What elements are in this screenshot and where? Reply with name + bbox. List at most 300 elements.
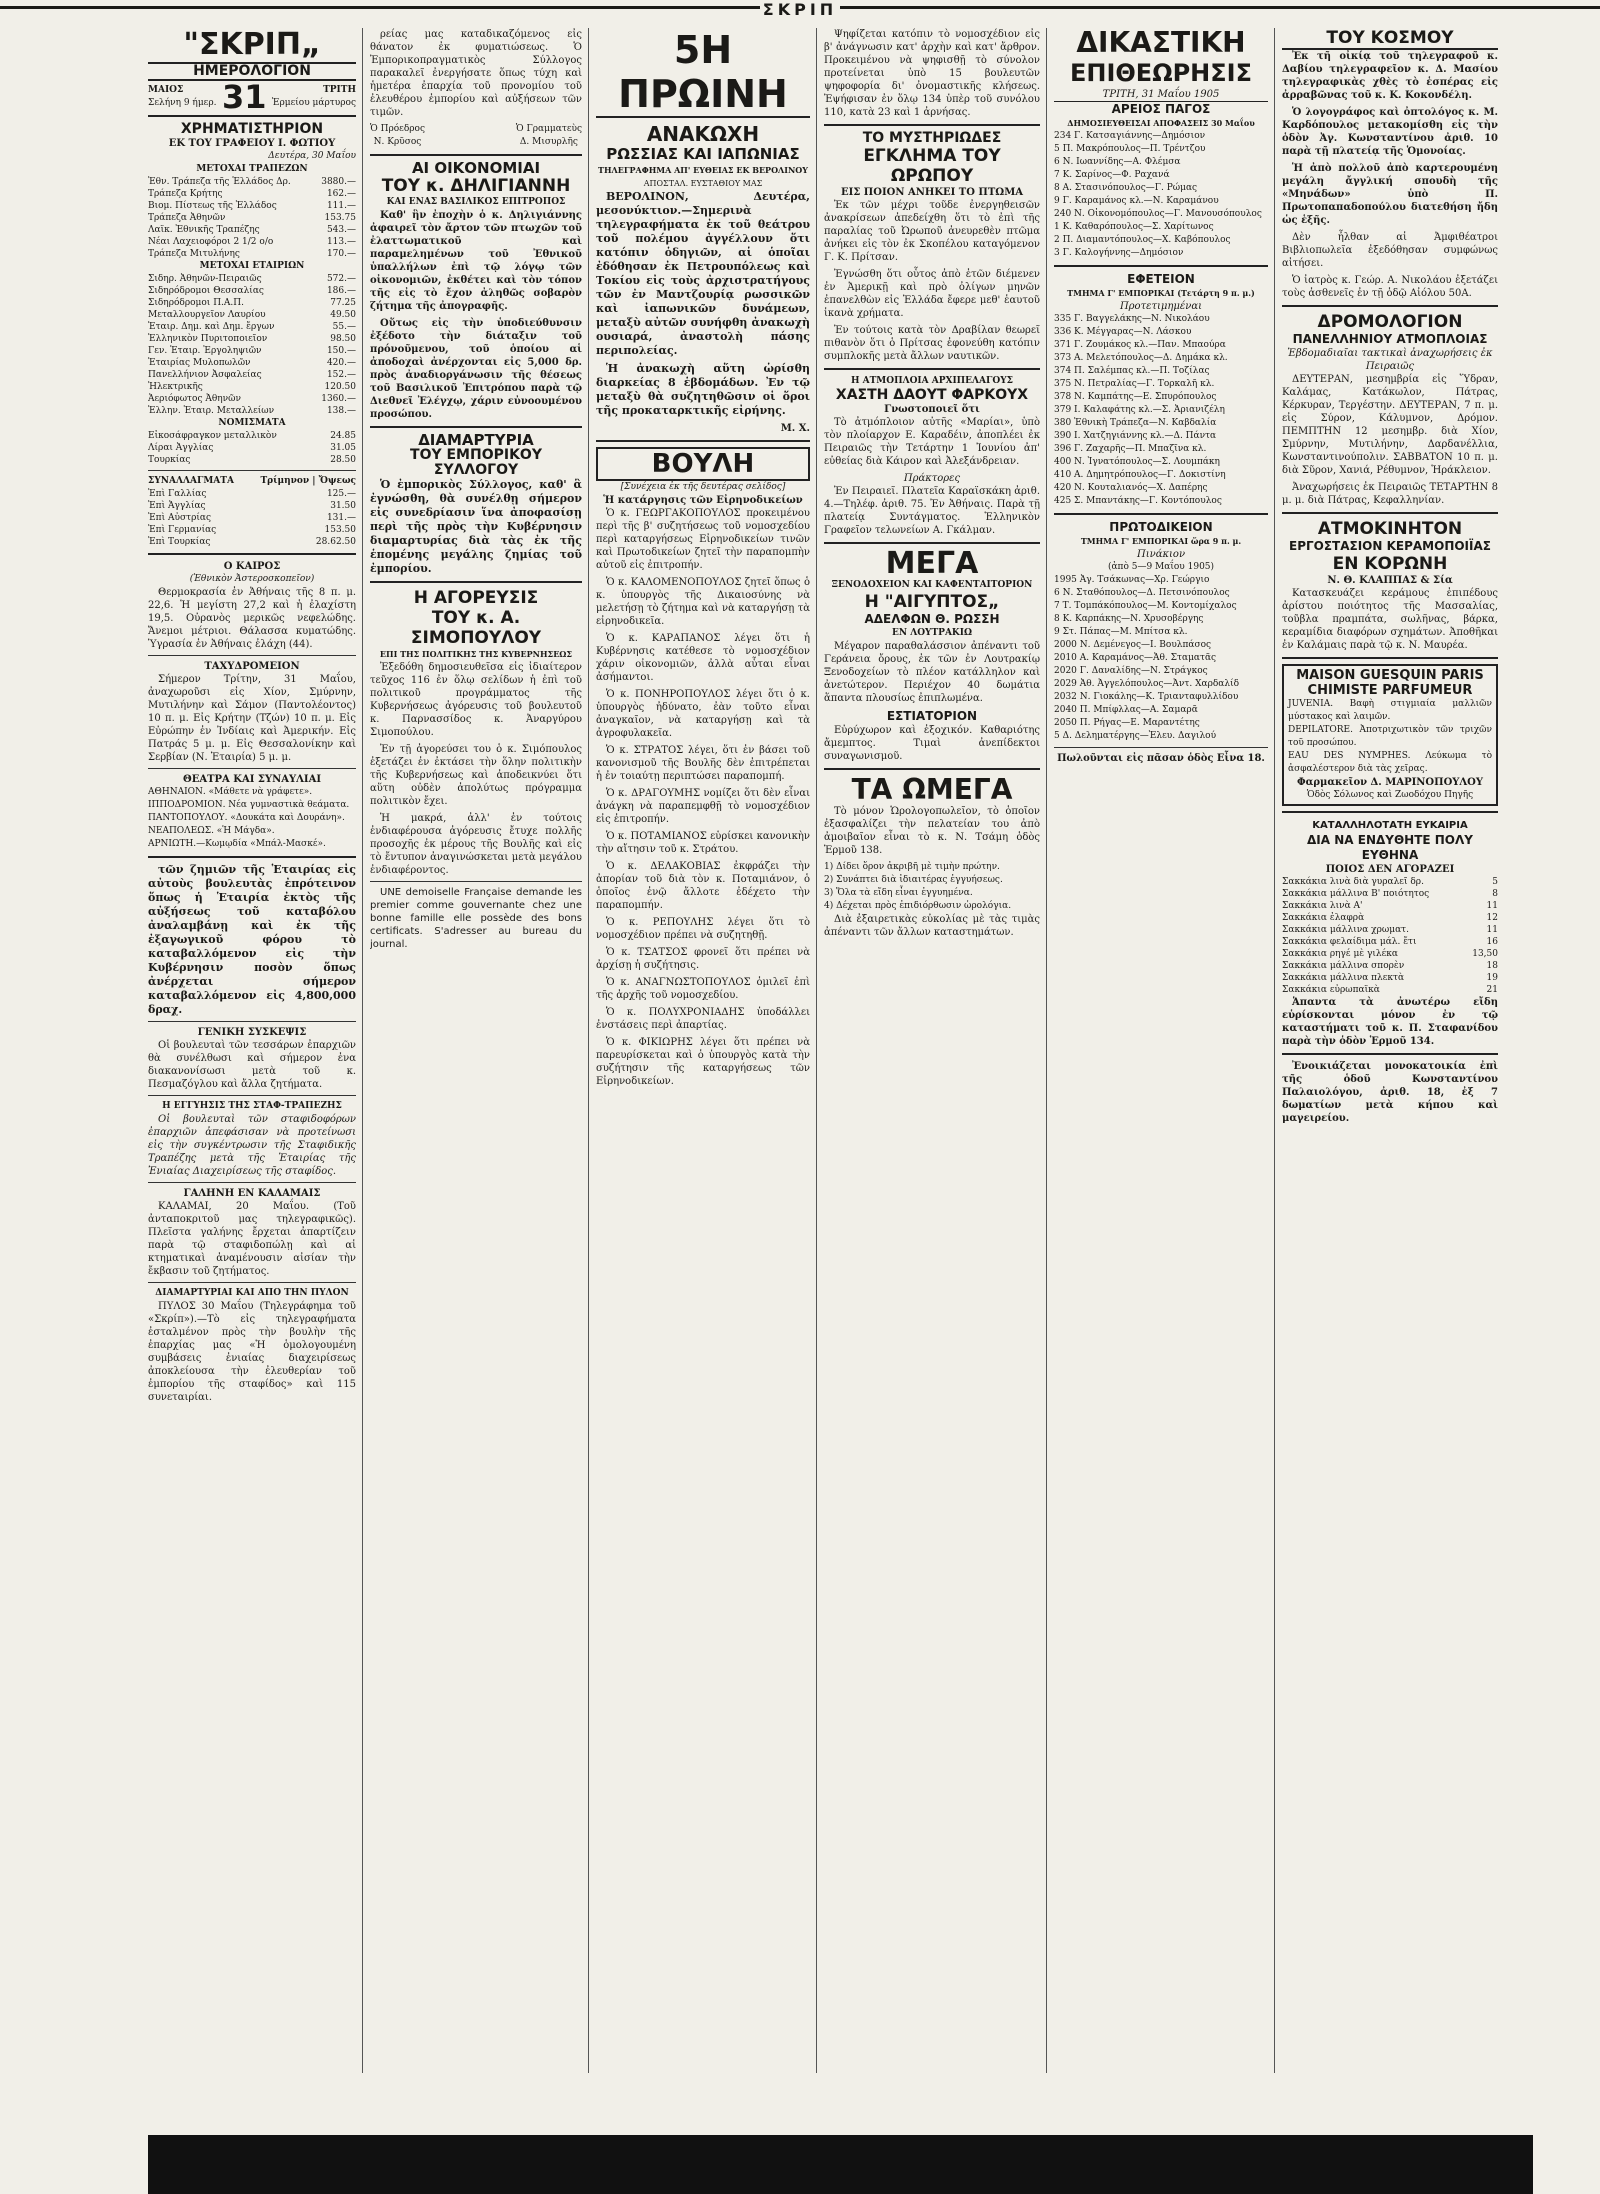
company-row-value: 77.25	[330, 298, 356, 308]
mystery-para-1: Ἐκ τῶν μέχρι τοῦδε ἐνεργηθεισῶν ἀνακρίσεων ἀπεδείχθη ὅτι τὸ ἐπὶ τῆς παραλίας τοῦ Ὠρωποῦ ἀνευρεθὲν πτῶμα ἀνήκει εἰς τὸν ἐκ Σκοπέλου καταγόμενον Γ. Κ. Πρίτσαν.	[824, 200, 1040, 263]
column-divider	[1274, 28, 1275, 2073]
stafi-text: Οἱ βουλευταὶ τῶν σταφιδοφόρων ἐπαρχιῶν ἀπεφάσισαν νὰ προτείνωσι εἰς τὴν συγκέντρωσιν τῆς Σταφιδικῆς Τραπέζης μετὰ τῆς Ἑταιρίας τῆς Ἐνιαίας Διαχειρίσεως τῆς σταφίδος.	[148, 1114, 356, 1177]
maison-title: MAISON GUESQUIN PARIS	[1296, 668, 1484, 683]
shop-title-2: ΔΙΑ ΝΑ ΕΝΔΥΘΗΤΕ ΠΟΛΥ ΕΥΘΗΝΑ	[1307, 833, 1473, 862]
secretary-title: Ὁ Γραμματεὺς	[515, 124, 582, 134]
omega-point: 3) Ὅλα τὰ εἴδη εἶναι ἐγγυημένα.	[824, 888, 973, 898]
shop-row-value: 5	[1492, 877, 1498, 887]
boule-paragraph: Ὁ κ. ΑΝΑΓΝΩΣΤΟΠΟΥΛΟΣ ὁμιλεῖ ἐπὶ τῆς ἀρχῆς τοῦ νομοσχεδίου.	[596, 977, 810, 1001]
shop-row	[1282, 924, 1498, 936]
ad-hotel-title: ΜΕΓΑ	[885, 546, 979, 581]
proto-row: 6 Ν. Σταθόπουλος—Δ. Πετσινόπουλος	[1054, 588, 1230, 598]
bank-row-label: Βιομ. Πίστεως τῆς Ἑλλάδος	[148, 201, 277, 211]
court-title: ΔΙΚΑΣΤΙΚΗ	[1076, 28, 1246, 59]
issue-title: 5Η ΠΡΩΙΝΗ	[596, 28, 810, 118]
route-title: ΔΡΟΜΟΛΟΓΙΟΝ	[1317, 312, 1463, 332]
shop-row-value: 19	[1486, 973, 1498, 983]
factory-title: ΑΤΜΟΚΙΝΗΤΟΝ	[1317, 519, 1463, 539]
efeteion-row: 420 Ν. Κουταλιανός—Χ. Δαπέρης	[1054, 483, 1208, 493]
speech-title: Η ΑΓΟΡΕΥΣΙΣ	[413, 588, 539, 608]
paper-name: "ΣΚΡΙΠ„	[183, 28, 321, 62]
scan-bottom-band	[148, 2135, 1533, 2194]
society-para-1: Ἐκ τῆ οἰκίᾳ τοῦ τηλεγραφοῦ κ. Δαβίου τηλεγραφεῖον κ. Δ. Μασίου τηλεγραφικὰς χθὲς τὸ ἑσπέρας εἰς ἀρραβῶνας τοῦ κ. Κ. Κοκονδέλη.	[1282, 51, 1498, 101]
proto-row: 5 Δ. Δεληματέργης—Ἐλευ. Δαγιλού	[1054, 731, 1217, 741]
boule-paragraph: Ὁ κ. ΡΕΠΟΥΛΗΣ λέγει ὅτι τὸ νομοσχέδιον πρέπει νὰ συζητηθῇ.	[596, 917, 810, 941]
proto-title: ΠΡΩΤΟΔΙΚΕΙΟΝ	[1109, 520, 1213, 534]
galini-text: ΚΑΛΑΜΑΙ, 20 Μαΐου. (Τοῦ ἀνταποκριτοῦ μας τηλεγραφικῶς). Πλεῖστα γαλήνης ἔρχεται ἀπαρτίζειν παρὰ τῷ σταφιδοπώλῃ καὶ αἱ κτηματικαὶ ἀναμένουσιν αἰσίαν τὴν ἔκβασιν τοῦ ζητήματος.	[148, 1201, 356, 1277]
efeteion-list	[1054, 313, 1268, 508]
shop-row-label: Σακκάκια μάλλινα χρωματ.	[1282, 925, 1409, 935]
weather-subtitle: (Ἐθνικὸν Ἀστεροσκοπεῖον)	[189, 574, 315, 584]
post-text: Σήμερον Τρίτην, 31 Μαΐου, ἀναχωροῦσι εἰς Χίον, Σμύρνην, Μυτιλήνην καὶ Σάμον (Παντολέοντος) 10 π. μ. Εἰς Κρήτην (Τζών) 10 π. μ. Εἰς Εὐρώπην ἐν Ἰνδίαις καὶ Ἀμερικήν. Εἰς Πατράς 5 μ. μ. Εἰς Θεσσαλονίκην καὶ Σερβίαν (Ν. Ἑταιρία) 5 μ. μ.	[148, 674, 356, 763]
ad-shipping-text: Τὸ ἀτμόπλοιον αὐτῆς «Μαρίαι», ὑπὸ τὸν πλοίαρχον Ε. Καραδέιν, ἀποπλέει ἐκ Πειραιῶς τὴν Τετάρτην 1 Ἰουνίου ἀπ' εὐθείας διὰ Κάιρον καὶ Ἀλεξάνδρειαν.	[824, 417, 1040, 467]
companies-title: ΜΕΤΟΧΑΙ ΕΤΑΙΡΙΩΝ	[199, 261, 305, 271]
efeteion-row: 374 Π. Σαλέμπας κλ.—Π. Τοζίλας	[1054, 366, 1210, 376]
areios-row: 2 Π. Διαμαντόπουλος—Χ. Καβόπουλος	[1054, 235, 1231, 245]
rate-row-label: Ἐπὶ Τουρκίας	[148, 537, 211, 547]
coin-row	[148, 454, 356, 466]
efeteion-row: 410 Α. Δημητρόπουλος—Γ. Δοκιστίνη	[1054, 470, 1226, 480]
ad-omega-title: ΤΑ ΩΜΕΓΑ	[851, 773, 1013, 806]
bank-row-value: 543.—	[326, 225, 356, 235]
shop-row	[1282, 948, 1498, 960]
shop-row-value: 18	[1486, 961, 1498, 971]
announce-signature: Μ. Χ.	[780, 423, 810, 434]
protest-text: Ὁ ἐμπορικὸς Σύλλογος, καθ' ἃ ἐγνώσθη, θὰ συνέλθῃ σήμερον εἰς συνεδρίασιν ἵνα ἀποφασίσῃ περὶ τῆς πρὸς τὴν Κυβέρνησιν διαμαρτυρίας διὰ τὰς ἐκ τῆς ἑπομένης μεγάλης ζημίας τοῦ ἐμπορίου.	[370, 478, 582, 575]
areios-row: 1 Κ. Καθαρόπουλος—Σ. Χαρίτωνος	[1054, 222, 1214, 232]
ad-hotel-owner: ΑΔΕΛΦΩΝ Θ. ΡΩΣΣΗ	[864, 612, 1000, 626]
month: ΜΑΙΟΣ	[148, 85, 184, 95]
company-row	[148, 381, 356, 393]
proto-row: 2040 Π. Μπίφλλας—Α. Σαμαρᾶ	[1054, 705, 1198, 715]
rate-row-label: Ἐπὶ Γαλλίας	[148, 489, 207, 499]
shop-title: ΚΑΤΑΛΛΗΛΟΤΑΤΗ ΕΥΚΑΙΡΙΑ	[1312, 820, 1468, 831]
theatre-title: ΘΕΑΤΡΑ ΚΑΙ ΣΥΝΑΥΛΙΑΙ	[182, 774, 322, 785]
proto-row: 9 Στ. Πάπας—Μ. Μπίτσα κλ.	[1054, 627, 1188, 637]
theatre-item: ΝΕΑΠΟΛΕΩΣ. «Ἡ Μάγδα».	[148, 826, 275, 836]
company-row	[148, 345, 356, 357]
court-title-2: ΕΠΙΘΕΩΡΗΣΙΣ	[1069, 59, 1252, 87]
general-title: ΓΕΝΙΚΗ ΣΥΣΚΕΨΙΣ	[197, 1027, 307, 1038]
maison-title-2: CHIMISTE PARFUMEUR	[1307, 683, 1473, 698]
ad-hotel-text: Μέγαρον παραθαλάσσιον ἀπέναντι τοῦ Γεράνεια ὄρους, ἐκ τῶν ἐν Λουτρακίῳ Ξενοδοχείων τὸ πλέον κατάλληλον καὶ ἀνετώτερον. Περιέχον 40 δωμάτια ἅπαντα πλουσίως ἐπιπλωμένα.	[824, 641, 1040, 704]
column-divider	[816, 28, 817, 2073]
society-para-4: Δὲν ἦλθαν αἱ Ἀμφιθέατροι Βιβλιοπωλεῖα ἐξεδόθησαν συμφώνως αἰτήσει.	[1282, 232, 1498, 269]
moon-phase: Σελήνη 9 ήμερ.	[148, 98, 217, 108]
bank-row-value: 162.—	[326, 189, 356, 199]
secretary-name: Δ. Μισυρλῆς	[519, 137, 578, 147]
factory-owner: Ν. Θ. ΚΛΑΠΠΑΣ & Σία	[1327, 575, 1453, 586]
column-4	[824, 28, 1040, 2078]
shop-foot: Ἁπαντα τὰ ἀνωτέρω εἴδη εὑρίσκονται μόνον ἐν τῷ καταστήματι τοῦ κ. Π. Σταφανίδου παρὰ τὴν ὁδὸν Ἑρμοῦ 134.	[1282, 997, 1498, 1047]
stafi-title: Η ΕΓΓΥΗΣΙΣ ΤΗΣ ΣΤΑΦ-ΤΡΑΠΕΖΗΣ	[162, 1101, 342, 1111]
signatures	[370, 123, 582, 149]
company-row-label: Σιδηρόδρομοι Θεσσαλίας	[148, 286, 264, 296]
society-para-3: Ἡ ἀπὸ πολλοῦ ἀπὸ καρτερουμένη μεγάλη ἄγγλική σπουδὴ τῆς «Μηνάδων» ὑπὸ Π. Πρωτοπαπαδοπούλου διατεθήση ἤδη ὡς ἑξῆς.	[1282, 163, 1498, 226]
bank-row	[148, 212, 356, 224]
boule-subtitle: [Συνέχεια ἐκ τῆς δευτέρας σελίδος]	[620, 482, 786, 492]
coin-row	[148, 430, 356, 442]
factory-title-3: ΕΝ ΚΟΡΩΝΗ	[1332, 554, 1448, 574]
galini-title: ΓΑΛΗΝΗ ΕΝ ΚΑΛΑΜΑΙΣ	[183, 1188, 321, 1199]
bank-row-label: Τράπεζα Μιτυλήνης	[148, 249, 240, 259]
column-divider	[1046, 28, 1047, 2073]
speech-subtitle: ΕΠΙ ΤΗΣ ΠΟΛΙΤΙΚΗΣ ΤΗΣ ΚΥΒΕΡΝΗΣΕΩΣ	[379, 649, 573, 659]
efeteion-row: 425 Σ. Μπαντάκης—Γ. Κοντόπουλος	[1054, 496, 1222, 506]
maison-agent: Φαρμακεῖον Δ. ΜΑΡΙΝΟΠΟΥΛΟΥ	[1296, 777, 1484, 788]
bank-row-label: Νέαι Λαχειοφόροι 2 1/2 ο/ο	[148, 237, 274, 247]
company-row-value: 150.—	[326, 346, 356, 356]
coin-row-value: 24.85	[330, 431, 356, 441]
efeteion-row: 379 Ι. Καλαφάτης κλ.—Σ. Ἀριανιζέλη	[1054, 405, 1225, 415]
weekday: ΤΡΙΤΗ	[323, 85, 356, 95]
company-row	[148, 393, 356, 405]
exchange-title: ΧΡΗΜΑΤΙΣΤΗΡΙΟΝ	[180, 121, 324, 137]
ad-hotel-place: ΕΝ ΛΟΥΤΡΑΚΙΩ	[892, 628, 972, 638]
coin-row-label: Εἰκοσάφραγκον μεταλλικὸν	[148, 431, 277, 441]
proto-subtitle: ΤΜΗΜΑ Γ' ΕΜΠΟΡΙΚΑΙ ὥρα 9 π. μ.	[1080, 536, 1242, 546]
company-row-value: 420.—	[326, 358, 356, 368]
shop-table	[1282, 876, 1498, 996]
shop-row	[1282, 912, 1498, 924]
ad-shipping-agents: Ἐν Πειραιεῖ. Πλατεῖα Καραϊσκάκη ἀριθ. 4.—Τηλέφ. ἀριθ. 75. Ἐν Ἀθήναις. Παρὰ τῇ πλατείᾳ Συντάγματος. Ἑλληνικὸν Γραφεῖον τελωνείων Α. Γκάλμαν.	[824, 486, 1040, 536]
pylos-title: ΔΙΑΜΑΡΤΥΡΙΑΙ ΚΑΙ ΑΠΟ ΤΗΝ ΠΥΛΟΝ	[155, 1288, 349, 1298]
shop-subtitle: ΠΟΙΟΣ ΔΕΝ ΑΓΟΡΑΖΕΙ	[1325, 864, 1455, 875]
speech-para-3: Ἡ μακρά, ἀλλ' ἐν τούτοις ἐνδιαφέρουσα ἀγόρευσις ἔτυχε πολλῆς προσοχῆς ἐκ μέρους τῆς Βουλῆς καὶ εἰς τὸ ἔντυπον ἀναγινώσκεται μετὰ μεγάλου ἐνδιαφέροντος.	[370, 813, 582, 876]
ad-shipping-agents-title: Πράκτορες	[903, 473, 961, 484]
shop-row-value: 11	[1486, 901, 1498, 911]
company-row	[148, 297, 356, 309]
company-row	[148, 405, 356, 417]
rates-table	[148, 488, 356, 548]
efeteion-title: ΕΦΕΤΕΙΟΝ	[1127, 272, 1195, 286]
speech-title-2: ΤΟΥ κ. Α. ΣΙΜΟΠΟΥΛΟΥ	[410, 608, 542, 648]
banks-table	[148, 176, 356, 260]
maison-line: DEPILATORE. Ἀποτριχωτικὸν τῶν τριχῶν τοῦ προσώπου.	[1288, 725, 1492, 748]
rate-row	[148, 512, 356, 524]
areios-row: 7 Κ. Σαρίνος—Φ. Ραχανά	[1054, 170, 1170, 180]
areios-row: 6 Ν. Ιωαννίδης—Α. Φλέμσα	[1054, 157, 1181, 167]
omega-point: 4) Δέχεται πρὸς ἐπιδιόρθωσιν ὡρολόγια.	[824, 901, 1012, 911]
boule-paragraph: Ὁ κ. ΓΕΩΡΓΑΚΟΠΟΥΛΟΣ προκειμένου περὶ τῆς β' συζητήσεως τοῦ νομοσχεδίου περὶ καταργήσεως Εἰρηνοδικείων τινῶν καὶ Πρωτοδικείων ζητεῖ τὴν παραπομπὴν αὐτοῦ εἰς ἐπιτροπήν.	[596, 508, 810, 571]
shop-row-label: Σακκάκια μάλλινα πλεκτὰ	[1282, 973, 1405, 983]
bank-row	[148, 200, 356, 212]
company-row-label: Ἀεριόφωτος Ἀθηνῶν	[148, 394, 241, 404]
day-number: 31	[221, 77, 267, 116]
company-row-value: 120.50	[324, 382, 356, 392]
company-row-label: Γεν. Ἑταιρ. Ἐργοληψιῶν	[148, 346, 262, 356]
areios-row: 240 Ν. Οἰκονομόπουλος—Γ. Μανουσόπουλος	[1054, 209, 1262, 219]
bank-row-label: Λαϊκ. Ἐθνικῆς Τραπέζης	[148, 225, 260, 235]
efeteion-row: 378 Ν. Καμπάτης—Ε. Σπυρόπουλος	[1054, 392, 1217, 402]
president-name: Ν. Κρῦσος	[373, 137, 422, 147]
route-subtitle: Ἑβδομαδιαῖαι τακτικαὶ ἀναχωρήσεις ἐκ Πειραιῶς	[1287, 348, 1493, 372]
proto-list	[1054, 574, 1268, 743]
company-row	[148, 321, 356, 333]
theatre-item: ΠΑΝΤΟΠΟΥΛΟΥ. «Δουκάτα καὶ Δουράνη».	[148, 813, 345, 823]
shop-row-label: Σακκάκια μάλλινα Β' ποιότητος	[1282, 889, 1430, 899]
company-row-value: 138.—	[326, 406, 356, 416]
mystery-para-2: Ἐγνώσθη ὅτι οὗτος ἀπὸ ἐτῶν διέμενεν ἐν Ἀμερικῇ καὶ πρὸ ὀλίγων μηνῶν ἐπανελθὼν εἰς Ἑλλάδα ἔφερε μεθ' ἑαυτοῦ ἱκανὰ χρήματα.	[824, 269, 1040, 319]
col4-top-text: Ψηφίζεται κατόπιν τὸ νομοσχέδιον εἰς β' ἀνάγνωσιν κατ' ἀρχὴν καὶ κατ' ἄρθρον. Προκειμένου νὰ ψηφισθῇ τὸ σύνολον προτείνεται ὑπὸ 15 βουλευτῶν ψηφοφορία δι' ὀνομαστικῆς κλήσεως. Ἐψήφισαν ἐν ὅλῳ 134 ὑπὲρ τοῦ συνόλου 110, κατὰ 23 καὶ 1 ἀρνήσας.	[824, 29, 1040, 118]
efeteion-row: 335 Γ. Βαγγελάκης—Ν. Νικολάου	[1054, 314, 1210, 324]
weather-title: Ο ΚΑΙΡΟΣ	[223, 561, 281, 572]
company-row-label: Ἑλληνικὸν Πυριτοποιεῖον	[148, 334, 268, 344]
ad-restaurant-text: Εὐρύχωρον καὶ ἐξοχικόν. Καθαριότης ἄμεμπτος. Τιμαὶ ἀνεπίδεκτοι συναγωνισμοῦ.	[824, 725, 1040, 762]
proto-row: 2000 Ν. Δεμένεγος—Ι. Βουλπάσος	[1054, 640, 1212, 650]
mystery-title-2: ΕΓΚΛΗΜΑ ΤΟΥ ΩΡΩΠΟΥ	[863, 146, 1001, 186]
shop-row-value: 11	[1486, 925, 1498, 935]
boule-paragraph: Ὁ κ. ΚΑΛΟΜΕΝΟΠΟΥΛΟΣ ζητεῖ ὅπως ὁ κ. ὑπουργὸς τῆς Δικαιοσύνης νὰ μελετήσῃ τὸ ζήτημα καὶ νὰ καταργήσῃ τὰ εἰρηνοδικεῖα.	[596, 577, 810, 627]
post-title: ΤΑΧΥΔΡΟΜΕΙΟΝ	[204, 661, 300, 672]
bank-row-label: Ἐθν. Τράπεζα τῆς Ἑλλάδος Δρ.	[148, 177, 291, 187]
coins-title: ΝΟΜΙΣΜΑΤΑ	[218, 418, 286, 428]
coins-table	[148, 430, 356, 466]
shop-row-value: 21	[1486, 985, 1498, 995]
company-row-value: 1360.—	[321, 394, 356, 404]
maison-lines	[1288, 698, 1492, 776]
rate-row	[148, 536, 356, 548]
column-6	[1282, 28, 1498, 2078]
proto-row: 8 Κ. Καρπάκης—Ν. Χρυσοβέργης	[1054, 614, 1204, 624]
column-3	[596, 28, 810, 2078]
boule-paragraphs	[596, 507, 810, 1088]
column-divider	[588, 28, 589, 2073]
shop-row-value: 8	[1492, 889, 1498, 899]
calendar-title: ΗΜΕΡΟΛΟΓΙΟΝ	[148, 62, 356, 81]
shop-row	[1282, 972, 1498, 984]
ad-omega-points	[824, 861, 1040, 913]
speech-para-1: Ἐξεδόθη δημοσιευθεῖσα εἰς ἰδιαίτερον τεῦχος 116 ἐν ὅλῳ σελίδων ἡ ἐπὶ τοῦ πολιτικοῦ προγράμματος τῆς Κυβερνήσεως ἀγόρευσις τοῦ βουλευτοῦ κ. Παρνασσίδος κ. Ἀναργύρου Σιμοπούλου.	[370, 662, 582, 738]
shop-row	[1282, 876, 1498, 888]
company-row-label: Ἑταιρ. Δημ. καὶ Δημ. ἔργων	[148, 322, 275, 332]
efeteion-row: 336 Κ. Μέγγαρας—Ν. Λάσκου	[1054, 327, 1192, 337]
company-row	[148, 273, 356, 285]
shop-row	[1282, 960, 1498, 972]
bank-row-value: 111.—	[326, 201, 356, 211]
coin-row-label: Τουρκίας	[148, 455, 191, 465]
econ-subtitle: ΚΑΙ ΕΝΑΣ ΒΑΣΙΛΙΚΟΣ ΕΠΙΤΡΟΠΟΣ	[386, 197, 566, 207]
efeteion-subtitle: ΤΜΗΜΑ Γ' ΕΜΠΟΡΙΚΑΙ (Τετάρτη 9 π. μ.)	[1067, 288, 1255, 298]
company-row	[148, 357, 356, 369]
maison-line: EAU DES NYMPHES. Λεύκωμα τὸ ἀσφαλέστερον διὰ τὰς χεῖρας.	[1288, 751, 1492, 774]
maison-address: Ὁδὸς Σόλωνος καὶ Ζωοδόχου Πηγῆς	[1306, 790, 1474, 800]
article-body: τῶν ζημιῶν τῆς Ἑταιρίας εἰς αὐτοὺς βουλευτὰς ἐπρότεινον ὅπως ἡ Ἑταιρία ἐκτὸς τῆς αὐξήσεως τοῦ καταβόλου ἀναλαμβάνῃ καὶ ἐκ τῆς ἐξαγωγικοῦ φόρου τὸ καταβαλλόμενον εἰς τὴν Κυβέρνησιν ποσὸν ὅπως ἀνέρχεται σήμερον καταβαλλόμενον εἰς 4,800,000 δραχ.	[148, 863, 356, 1016]
econ-para-1: Καθ' ἣν ἐποχὴν ὁ κ. Δηλιγιάννης ἀφαιρεῖ τὸν ἄρτον τῶν πτωχῶν τοῦ ἐλαττωματικοῦ καὶ παραμελημένων τοῦ Ἐθνικοῦ ὑπαλλήλων ἐπὶ τῷ λόγῳ τῶν οἰκονομιῶν, ἐκθέτει καὶ τὸν τόπον τῆς εἰς τὸ ἔχον ἀληθῶς σοβαρὸν ζήτημα τῆς ἀπογραφῆς.	[370, 210, 582, 312]
proto-row: 2020 Γ. Δαναλίδης—Ν. Στράγκος	[1054, 666, 1208, 676]
boule-paragraph: Ὁ κ. ΔΕΛΑΚΟΒΙΑΣ ἐκφράζει τὴν ἀπορίαν τοῦ διὰ τὸν κ. Ποταμιάνον, ὁ ὁποῖος ἐνῷ ἄλλοτε ἐδέχετο τὴν παραπομπήν.	[596, 861, 810, 911]
boule-paragraph: Ὁ κ. ΠΟΤΑΜΙΑΝΟΣ εὑρίσκει κανονικὴν τὴν αἴτησιν τοῦ κ. Στράτου.	[596, 831, 810, 855]
column-2	[370, 28, 582, 2078]
company-row-label: Πανελλήνιον Ἀσφαλείας	[148, 370, 262, 380]
column-1	[148, 28, 356, 2078]
weather-text: Θερμοκρασία ἐν Ἀθήναις τῆς 8 π. μ. 22,6. Ἡ μεγίστη 27,2 καὶ ἡ ἐλαχίστη 19,5. Οὐρανὸς μερικῶς νεφελώδης. Ἄνεμοι μέτριοι. Θάλασσα κυματώδης. Ὑγρασία ἐν Ἀθήναις ἐλάχη (44).	[148, 587, 356, 650]
coin-row-label: Λίραι Ἀγγλίας	[148, 443, 214, 453]
theatre-item: ΑΡΝΙΩΤΗ.—Κωμῳδία «Μπάλ-Μασκέ».	[148, 839, 326, 849]
company-row	[148, 369, 356, 381]
ad-omega-text: Τὸ μόνον Ὡρολογοπωλεῖον, τὸ ὁποῖον ἐξασφαλίζει τὴν πελατείαν του ἀπὸ ἀμοιβαῖον εἶναι τὸ κ. Ν. Τσάμη ὁδὸς Ἑρμοῦ 138.	[824, 806, 1040, 856]
areios-row: 234 Γ. Κατσαγιάννης—Δημόσιον	[1054, 131, 1206, 141]
speech-para-2: Ἐν τῇ ἀγορεύσει του ὁ κ. Σιμόπουλος ἐξετάζει ἐν ἐκτάσει τὴν ὅλην πολιτικὴν τῆς Κυβερνήσεως καὶ ἀποδεικνύει ὅτι αὕτη οὐδὲν ἀπολύτως πρόγραμμα πολιτικὸν ἔχει.	[370, 744, 582, 807]
areios-row: 5 Π. Μακρόπουλος—Π. Τρέντζου	[1054, 144, 1206, 154]
factory-text: Κατασκευάζει κεράμους ἐπιπέδους ἀρίστου ποιότητος τῆς Μασσαλίας, τοῦβλα πραμπάτα, σωλῆνας, βάρκα, κεραμίδια διαφόρων σχημάτων. Ἀποθῆκαι ἐν Καλάμαις παρὰ τῷ κ. Ν. Μαυρέα.	[1282, 588, 1498, 651]
shop-row-label: Σακκάκια λινὰ διὰ γυραλεῖ δρ.	[1282, 877, 1424, 887]
ad-hotel-name: Η "ΑΙΓΥΠΤΟΣ„	[864, 592, 1000, 612]
rate-row	[148, 488, 356, 500]
ad-shipping-subtitle: Γνωστοποιεῖ ὅτι	[884, 404, 980, 415]
rates-title: ΣΥΝΑΛΛΑΓΜΑΤΑ	[148, 476, 234, 486]
ad-shipping-title-2: ΧΑΣΤΗ ΔΑΟΥΤ ΦΑΡΚΟΥΧ	[835, 387, 1029, 403]
bank-row-label: Τράπεζα Κρήτης	[148, 189, 223, 199]
areios-row: 9 Γ. Καραμάνος κλ.—Ν. Καραμάνου	[1054, 196, 1219, 206]
president-title: Ὁ Πρόεδρος	[370, 124, 425, 134]
econ-title: ΑΙ ΟΙΚΟΝΟΜΙΑΙ	[411, 159, 541, 177]
ad-shipping-title: Η ΑΤΜΟΠΛΟΙΑ ΑΡΧΙΠΕΛΑΓΟΥΣ	[850, 376, 1014, 386]
newspaper-page	[148, 8, 1498, 2083]
efeteion-row: 371 Γ. Ζουμάκος κλ.—Παν. Μπαούρα	[1054, 340, 1226, 350]
general-text: Οἱ βουλευταὶ τῶν τεσσάρων ἐπαρχιῶν θὰ συνέλθωσι καὶ σήμερον ἐνα διακανονίσωσι μετὰ τοῦ κ. Πεσμαζόγλου καὶ ἄλλα ζητήματα.	[148, 1040, 356, 1090]
maison-line: JUVENIA. Βαφὴ στιγμιαία μαλλιῶν μύστακος καὶ λαιμῶν.	[1288, 699, 1492, 722]
company-row-label: Σιδηρόδρομοι Π.Α.Π.	[148, 298, 244, 308]
masthead-title: ΣΚΡΙΠ	[760, 0, 840, 19]
company-row-label: Μεταλλουργεῖον Λαυρίου	[148, 310, 266, 320]
shop-row-value: 13,50	[1472, 949, 1498, 959]
bank-row	[148, 176, 356, 188]
shop-row-label: Σακκάκια λινὰ Α'	[1282, 901, 1363, 911]
company-row-label: Σιδηρ. Ἀθηνῶν-Πειραιῶς	[148, 274, 262, 284]
company-row	[148, 333, 356, 345]
coin-row	[148, 442, 356, 454]
announce-text-2: Ἡ ἀνακωχὴ αὕτη ὡρίσθη διαρκείας 8 ἑβδομάδων. Ἐν τῷ μεταξὺ θὰ συζητηθῶσιν οἱ ὅροι τῆς προκαταρκτικῆς εἰρήνης.	[596, 362, 810, 417]
price-note: Πωλοῦνται εἰς πᾶσαν ὁδὸς Εἶνα 18.	[1057, 753, 1265, 764]
col2-top-text: ρείας μας καταδικαζόμενος εἰς θάνατον ἐκ φυματιώσεως. Ὁ Ἐμπορικοπραγματικὸς Σύλλογος παρακαλεῖ ἐνεργήσατε ὅπως τύχη καὶ ἡμετέρα ἐπαρχία τοῦ προνομίου τοῦ ἐλευθέρου ἐμπορίου καὶ αὐξήσεων τῶν τιμῶν.	[370, 29, 582, 118]
proto-row: 2050 Π. Ρήγας—Ε. Μαραντέτης	[1054, 718, 1200, 728]
companies-table	[148, 273, 356, 417]
ad-restaurant-title: ΕΣΤΙΑΤΟΡΙΟΝ	[886, 709, 978, 723]
boule-paragraph: Ὁ κ. ΣΤΡΑΤΟΣ λέγει, ὅτι ἐν βάσει τοῦ κανονισμοῦ τῆς Βουλῆς δὲν ἐπιτρέπεται ἡ ἐν τοιαύτῃ περιπτώσει παραπομπή.	[596, 745, 810, 782]
shop-row	[1282, 888, 1498, 900]
boule-paragraph: Ὁ κ. ΦΙΚΙΩΡΗΣ λέγει ὅτι πρέπει νὰ παρευρίσκεται καὶ ὁ ὑπουργὸς κατὰ τὴν συζήτησιν τῆς καταργήσεως τῶν Εἰρηνοδικείων.	[596, 1037, 810, 1087]
ad-omega-foot: Διὰ ἐξαιρετικὰς εὐκολίας μὲ τὰς τιμὰς ἀπέναντι τῶν ἄλλων καταστημάτων.	[824, 914, 1040, 938]
rate-row-label: Ἐπὶ Ἀγγλίας	[148, 501, 206, 511]
announce-title-2: ΡΩΣΣΙΑΣ ΚΑΙ ΙΑΠΩΝΙΑΣ	[606, 145, 800, 163]
route-text: ΔΕΥΤΕΡΑΝ, μεσημβρία εἰς Ὕδραν, Καλάμας, Κατάκωλον, Πάτρας, Κέρκυραν, Τεργέστην. ΔΕΥΤΕΡΑΝ, 7 π. μ. εἰς Σύρον, Κάλυμνον, Δρόμον. ΠΕΜΠΤΗΝ 12 μεσημβρ. διὰ Χίον, Σμύρνην, Μυτιλήνην, Δαρδανέλλια, Κωνσταντινούπολιν. ΣΑΒΒΑΤΟΝ 10 π. μ. διὰ Σῦρον, Χανιά, Ρέθυμνον, Ἡράκλειον.	[1282, 374, 1498, 476]
shop-row	[1282, 936, 1498, 948]
efeteion-row: 396 Γ. Ζαχαρῆς—Π. Μπαζῖνα κλ.	[1054, 444, 1207, 454]
areios-row: 3 Γ. Καλογήννης—Δημόσιον	[1054, 248, 1184, 258]
maison-box	[1282, 664, 1498, 806]
shop-row-label: Σακκάκια φελαίδιμα μάλ. ἔτι	[1282, 937, 1417, 947]
bank-row-value: 3880.—	[321, 177, 356, 187]
company-row-label: Ἑλλην. Ἑταιρ. Μεταλλείων	[148, 406, 275, 416]
omega-point: 2) Συνάπτει διὰ ἰδιαιτέρας ἐγγυήσεως.	[824, 875, 1003, 885]
company-row-value: 152.—	[326, 370, 356, 380]
court-date: ΤΡΙΤΗ, 31 Μαΐου 1905	[1054, 88, 1268, 102]
theatre-item: ΙΠΠΟΔΡΟΜΙΟΝ. Νέα γυμναστικὰ θεάματα.	[148, 800, 350, 810]
rate-row-label: Ἐπὶ Αὐστρίας	[148, 513, 212, 523]
rate-row-label: Ἐπὶ Γερμανίας	[148, 525, 217, 535]
omega-point: 1) Δίδει ὅρον ἀκριβῆ μὲ τιμὴν πρώτην.	[824, 862, 1000, 872]
boule-intro: Ἡ κατάργησις τῶν Εἰρηνοδικείων	[603, 495, 803, 506]
efeteion-row: 373 Α. Μελετόπουλος—Δ. Δημάκα κλ.	[1054, 353, 1228, 363]
protest-title: ΔΙΑΜΑΡΤΥΡΙΑ	[418, 431, 534, 449]
proto-row: 1995 Ἀγ. Τσάκωνας—Χρ. Γεώργιο	[1054, 575, 1210, 585]
mystery-para-3: Ἐν τούτοις κατὰ τὸν Δραβίλαν θεωρεῖ πιθανὸν ὅτι ὁ Πρίτσας ἐφονεύθη κατόπιν συμπλοκῆς μετὰ ἄλλων ναυτικῶν.	[824, 325, 1040, 362]
column-5	[1054, 28, 1268, 2078]
announce-subtitle: ΤΗΛΕΓΡΑΦΗΜΑ ΑΠ' ΕΥΘΕΙΑΣ ΕΚ ΒΕΡΟΛΙΝΟΥ	[598, 165, 808, 175]
company-row-value: 186.—	[326, 286, 356, 296]
econ-para-2: Οὕτως εἰς τὴν ὑποδιεύθυνσιν ἐξέδοτο τὴν διάταξιν τοῦ πρόνοῦμενου, τοῦ ὁποίου αἱ ἀποδοχαὶ ἀνέρχονται εἰς 5,000 δρ. πρὸς ἀναδιοργάνωσιν τῆς θέσεως τοῦ Βασιλικοῦ Ἐπιτρόπου παρὰ τῷ Διεθνεῖ Ἐλέγχῳ, χάριν εὐνοουμένου προσώπου.	[370, 318, 582, 420]
exchange-subtitle: ΕΚ ΤΟΥ ΓΡΑΦΕΙΟΥ Ι. ΦΩΤΙΟΥ	[168, 138, 336, 149]
shop-row-value: 16	[1486, 937, 1498, 947]
bank-row	[148, 188, 356, 200]
boule-paragraph: Ὁ κ. ΠΟΛΥΧΡΟΝΙΑΔΗΣ ὑποδάλλει ἐνστάσεις περὶ ἀπαρτίας.	[596, 1007, 810, 1031]
society-para-5: Ὁ ἰατρὸς κ. Γεώρ. Α. Νικολάου ἐξετάζει τοὺς ἀσθενεῖς ἐν τῇ ὁδῷ Αἰόλου 50Α.	[1282, 275, 1498, 299]
boule-paragraph: Ὁ κ. ΠΟΝΗΡΟΠΟΥΛΟΣ λέγει ὅτι ὁ κ. ὑπουργὸς ἠδύνατο, ἐὰν τοῦτο εἶναι ἀναγκαῖον, νὰ καταργήσῃ καὶ τὰ ἀγροφυλακεῖα.	[596, 689, 810, 739]
bank-row	[148, 224, 356, 236]
econ-title-2: ΤΟΥ κ. ΔΗΛΙΓΙΑΝΝΗ	[381, 176, 571, 196]
shop-row	[1282, 984, 1498, 996]
french-notice: UNE demoiselle Française demande les premier comme gouvernante chez une bonne famille elle possède des bons certificats. S'adresser au bureau du journal.	[370, 887, 582, 950]
route-title-2: ΠΑΝΕΛΛΗΝΙΟΥ ΑΤΜΟΠΛΟΙΑΣ	[1292, 332, 1488, 346]
bank-row-value: 153.75	[324, 213, 356, 223]
areios-row: 8 Α. Στασινόπουλος—Γ. Ρώμας	[1054, 183, 1198, 193]
rate-row-value: 131.—	[326, 513, 356, 523]
areios-list	[1054, 130, 1268, 260]
company-row	[148, 309, 356, 321]
announce-title: ΑΝΑΚΩΧΗ	[646, 122, 760, 146]
society-para-2: Ὁ λογογράφος καὶ ὀπτολόγος κ. Μ. Καρδόπουλος μετακομίσθη εἰς τὴν ὁδὸν Ἀγ. Κωνσταντίνου ἀριθ. 10 παρὰ τῇ πλατείᾳ τῆς Ὁμονοίας.	[1282, 107, 1498, 157]
rate-row-value: 31.50	[330, 501, 356, 511]
boule-paragraph: Ὁ κ. ΤΣΑΤΣΟΣ φρονεῖ ὅτι πρέπει νὰ ἀρχίσῃ ἡ συζήτησις.	[596, 947, 810, 971]
bank-row-value: 113.—	[326, 237, 356, 247]
coin-row-value: 31.05	[330, 443, 356, 453]
rate-row-value: 28.62.50	[315, 537, 356, 547]
exchange-date: Δευτέρα, 30 Μαΐου	[268, 151, 356, 161]
company-row	[148, 285, 356, 297]
proto-row: 2032 Ν. Γιοκάλης—Κ. Τριανταφυλλίδου	[1054, 692, 1239, 702]
efeteion-row: 380 Ἐθνικὴ Τράπεζα—Ν. Καβδαλία	[1054, 418, 1217, 428]
date-block	[148, 77, 356, 116]
announce-text: ΒΕΡΟΛΙΝΟΝ, Δευτέρα, μεσονύκτιον.—Σημερινὰ τηλεγραφήματα ἐκ τοῦ θεάτρου τοῦ πολέμου ἀγγέλλουν ὅτι κατόπιν ὁδηγιῶν, αἱ ὁποῖαι ἐδόθησαν ἐκ Πετρουπόλεως καὶ Τοκίου εἰς τοὺς ἀρχιστρατήγους τῶν ἐν Μαντζουρίᾳ ρωσσικῶν καὶ ἰαπωνικῶν δυνάμεων, μεταξὺ αὐτῶν συνήφθη ἀνακωχὴ ουσιαρά, ἀναστολὴ πάσης περιπολείας.	[596, 190, 810, 357]
column-divider	[362, 28, 363, 2073]
rates-subtitle: Τρίμηνον | Ὄψεως	[260, 476, 356, 486]
coin-row-value: 28.50	[330, 455, 356, 465]
bank-row	[148, 248, 356, 260]
mystery-subtitle: ΕΙΣ ΠΟΙΟΝ ΑΝΗΚΕΙ ΤΟ ΠΤΩΜΑ	[840, 187, 1024, 198]
shop-row-label: Σακκάκια ρηγέ μὲ γιλέκα	[1282, 949, 1398, 959]
efeteion-row: 390 Ι. Χατζηγιάννης κλ.—Δ. Πάντα	[1054, 431, 1217, 441]
company-row-value: 49.50	[330, 310, 356, 320]
route-foot: Ἀναχωρήσεις ἐκ Πειραιῶς ΤΕΤΑΡΤΗΝ 8 μ. μ. διὰ Πάτρας, Κεφαλληνίαν.	[1282, 482, 1498, 506]
bank-row-value: 170.—	[326, 249, 356, 259]
factory-title-2: ΕΡΓΟΣΤΑΣΙΟΝ ΚΕΡΑΜΟΠΟΙΪΑΣ	[1289, 539, 1491, 553]
announce-subtitle-2: ΑΠΟΣΤΑΛ. ΕΥΣΤΑΘΙΟΥ ΜΑΣ	[643, 179, 763, 188]
bank-row	[148, 236, 356, 248]
shop-row-label: Σακκάκια εὐρωπαϊκὰ	[1282, 985, 1380, 995]
efeteion-subtitle-2: Προτετιμημέναι	[1119, 301, 1203, 312]
saint-of-day: Ἑρμείου μάρτυρος	[271, 98, 356, 108]
company-row-label: Ἠλεκτρικῆς	[148, 382, 203, 392]
proto-row: 7 Τ. Τομπάκόπουλος—Μ. Κοντομίχαλος	[1054, 601, 1237, 611]
areios-subtitle: ΔΗΜΟΣΙΕΥΘΕΙΣΑΙ ΑΠΟΦΑΣΕΙΣ 30 Μαΐου	[1067, 118, 1255, 128]
efeteion-row: 375 Ν. Πετραλίας—Γ. Τορκαλῆ κλ.	[1054, 379, 1215, 389]
mystery-title: ΤΟ ΜΥΣΤΗΡΙΩΔΕΣ	[862, 130, 1002, 146]
company-row-value: 55.—	[332, 322, 356, 332]
proto-row: 2029 Ἀθ. Ἀγγελόπουλος—Ἀντ. Χαρδαλίδ	[1054, 679, 1240, 689]
boule-paragraph: Ὁ κ. ΔΡΑΓΟΥΜΗΣ νομίζει ὅτι δὲν εἶναι ἀνάγκη νὰ παραπεμφθῇ τὸ νομοσχέδιον εἰς ἐπιτροπήν.	[596, 788, 810, 825]
rate-row	[148, 524, 356, 536]
